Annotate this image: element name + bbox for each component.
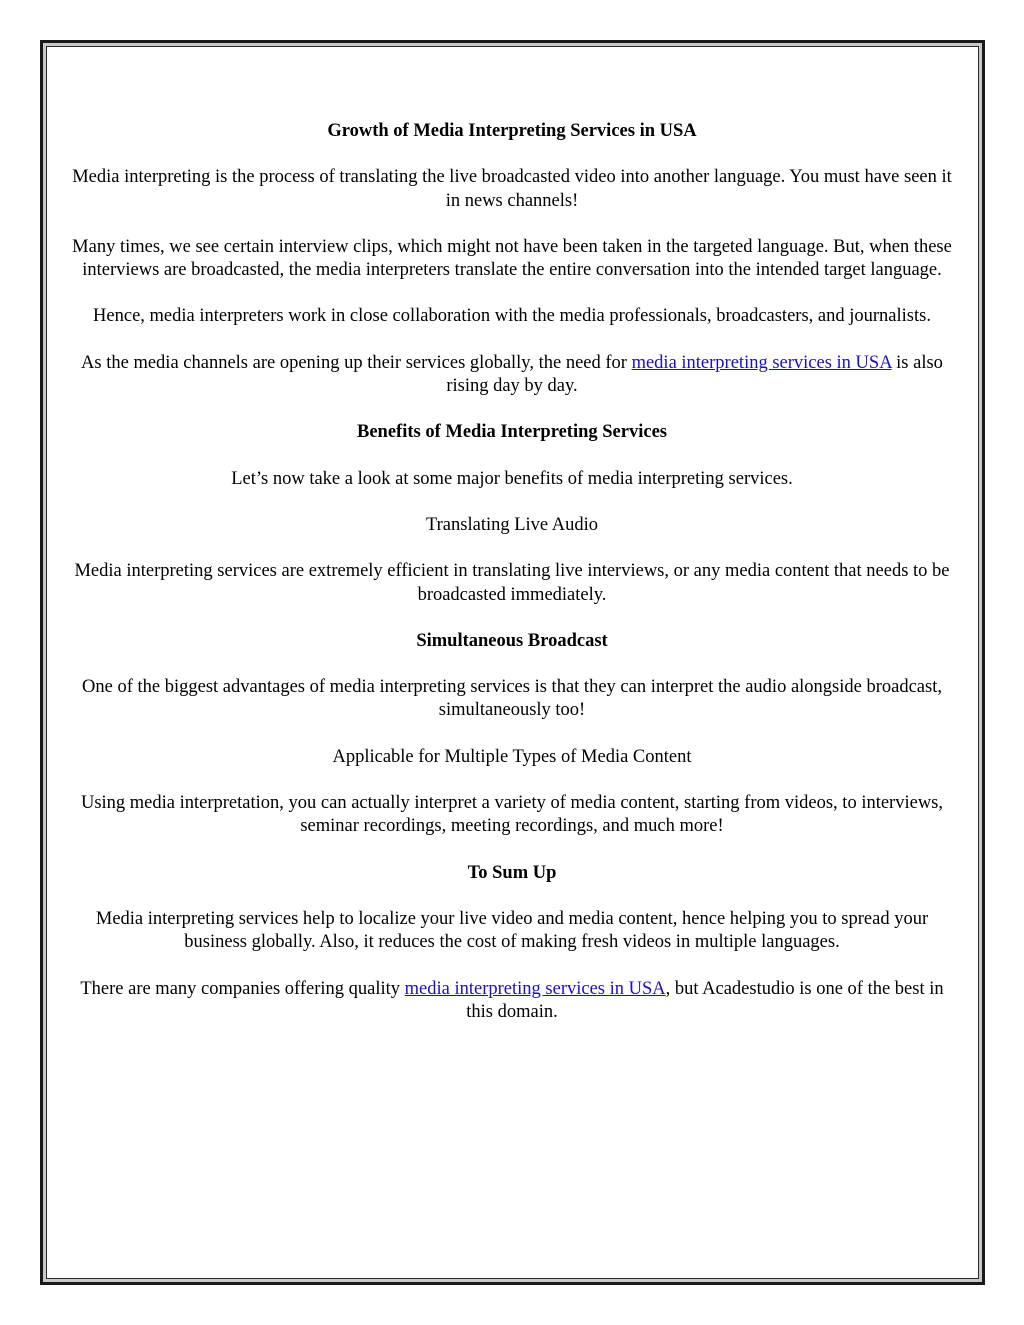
intro-paragraph-3: Hence, media interpreters work in close collaboration with the media professionals, broadcasters, and journalists. (93, 306, 931, 327)
translating-live-audio-text: Media interpreting services are extremely efficient in translating live interviews, or any media content that needs to be broadcasted immediately. (74, 561, 950, 605)
closing-text-after: , but Acadestudio is one of the best in this domain. (466, 978, 944, 1022)
intro-paragraph-1: Media interpreting is the process of translating the live broadcasted video into another language. You must have seen it in news channels! (72, 167, 952, 211)
multiple-media-types-heading: Applicable for Multiple Types of Media Content (332, 746, 692, 767)
closing-paragraph (72, 978, 952, 1025)
simultaneous-broadcast-heading: Simultaneous Broadcast (416, 630, 608, 651)
to-sum-up-heading: To Sum Up (467, 862, 557, 883)
intro-paragraph-2: Many times, we see certain interview clips, which might not have been taken in the targeted language. But, when these interviews are broadcasted, the media interpreters translate the entire conversation into the intended target language. (72, 236, 952, 281)
intro-paragraph-4-text-after: is also rising day by day. (446, 352, 943, 397)
intro-paragraph-4 (72, 352, 952, 399)
translating-live-audio-heading: Translating Live Audio (426, 514, 598, 535)
document-title: Growth of Media Interpreting Services in USA (327, 121, 697, 141)
simultaneous-broadcast-text: One of the biggest advantages of media interpreting services is that they can interpret the audio alongside broadcast, simultaneously too! (82, 677, 942, 721)
closing-text-before: There are many companies offering quality (80, 978, 405, 999)
multiple-media-types-text: Using media interpretation, you can actually interpret a variety of media content, starting from videos, to interviews, seminar recordings, meeting recordings, and much more! (80, 793, 944, 837)
intro-paragraph-4-text-before: As the media channels are opening up their services globally, the need for (81, 352, 632, 373)
document-body (72, 120, 952, 1047)
media-interpreting-link-closing[interactable]: media interpreting services in USA (404, 978, 666, 999)
to-sum-up-text: Media interpreting services help to localize your live video and media content, hence helping you to spread your business globally. Also, it reduces the cost of making fresh videos in multiple languages. (95, 908, 929, 953)
benefits-intro: Let’s now take a look at some major benefits of media interpreting services. (231, 468, 793, 489)
benefits-heading: Benefits of Media Interpreting Services (357, 422, 667, 443)
media-interpreting-link[interactable]: media interpreting services in USA (631, 352, 892, 373)
